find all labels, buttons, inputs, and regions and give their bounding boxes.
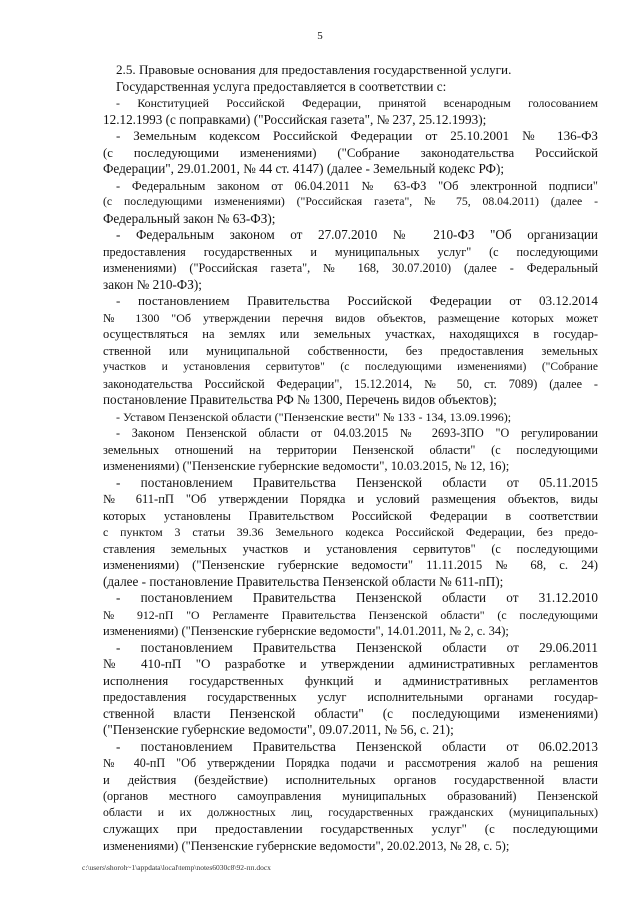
text-line: предоставления государственных и муниципальных услуг" (с последующими: [103, 244, 598, 259]
text-line: с пунктом 3 статьи 39.36 Земельного кодекса Российской Федерации, без предо-: [103, 525, 598, 539]
text-line: - постановлением Правительства Пензенской области от 29.06.2011: [116, 639, 598, 655]
text-line: ственной или муниципальной собственности, без предоставления земельных: [103, 343, 598, 358]
text-line: постановление Правительства РФ № 1300, Перечень видов объектов);: [103, 392, 497, 407]
text-line: законодательства Российской Федерации", 15.12.2014, № 50, ст. 7089) (далее -: [103, 376, 598, 391]
text-line: изменениями) ("Пензенские губернские ведомости" 11.11.2015 № 68, с. 24): [103, 558, 598, 572]
text-line: (с последующими изменениями) ("Собрание законодательства Российской: [103, 145, 598, 160]
text-line: № 40-пП "Об утверждении Порядка подачи и рассмотрения жалоб на решения: [103, 756, 598, 770]
text-line: предоставления государственных услуг исполнительными органами государ-: [103, 690, 598, 704]
text-line: ("Пензенские губернские ведомости", 09.07.2011, № 56, с. 21);: [103, 722, 454, 737]
text-line: изменениями) ("Пензенские губернские ведомости", 14.01.2011, № 2, с. 34);: [103, 624, 509, 638]
text-line: Федеральный закон № 63-ФЗ);: [103, 210, 276, 226]
text-line: - постановлением Правительства Российской Федерации от 03.12.2014: [116, 293, 598, 308]
page-number: 5: [317, 30, 323, 42]
text-line: 2.5. Правовые основания для предоставления государственной услуги.: [116, 62, 512, 77]
text-line: № 1300 "Об утверждении перечня видов объектов, размещение которых может: [103, 310, 598, 325]
document-body: [103, 62, 598, 854]
text-line: - постановлением Правительства Пензенской области от 31.12.2010: [116, 590, 598, 605]
text-line: и действия (бездействие) исполнительных органов государственной власти: [103, 772, 598, 787]
text-line: ственной власти Пензенской области" (с последующими изменениями): [103, 705, 598, 721]
text-line: - Федеральным законом от 27.07.2010 № 210-ФЗ "Об организации: [116, 227, 598, 242]
text-line: ставления земельных участков и установления сервитутов" (с последующими: [103, 541, 598, 556]
text-line: (органов местного самоуправления муниципальных образований) Пензенской: [103, 789, 598, 803]
text-line: - Уставом Пензенской области ("Пензенские вести" № 133 - 134, 13.09.1996);: [116, 409, 512, 424]
text-line: Федерации", 29.01.2001, № 44 ст. 4147) (далее - Земельный кодекс РФ);: [103, 161, 505, 176]
text-line: области и их должностных лиц, государственных гражданских (муниципальных): [103, 805, 598, 819]
text-line: 12.12.1993 (с поправками) ("Российская газета", № 237, 25.12.1993);: [103, 111, 487, 127]
text-line: осуществляться на землях или земельных участках, находящихся в государ-: [103, 327, 598, 341]
file-path-footer: c:\users\shoroh~1\appdata\local\temp\notes6030c8\92-пп.docx: [82, 863, 271, 872]
text-line: служащих при предоставлении государственных услуг" (с последующими: [103, 822, 598, 836]
text-line: № 912-пП "О Регламенте Правительства Пензенской области" (с последующими: [103, 607, 598, 622]
text-line: исполнения государственных функций и административных регламентов: [103, 672, 598, 688]
text-line: изменениями) ("Российская газета", № 168, 30.07.2010) (далее - Федеральный: [103, 261, 598, 275]
text-line: изменениями) ("Пензенские губернские ведомости", 10.03.2015, № 12, 16);: [103, 459, 510, 473]
text-line: Государственная услуга предоставляется в соответствии с:: [116, 78, 447, 94]
text-line: - Земельным кодексом Российской Федерации от 25.10.2001 № 136-ФЗ: [116, 128, 598, 143]
text-line: - Конституцией Российской Федерации, принятой всенародным голосованием: [116, 96, 598, 110]
text-line: которых установлены Правительством Российской Федерации в соответствии: [103, 508, 598, 523]
text-line: закон № 210-ФЗ);: [103, 276, 202, 292]
text-line: - постановлением Правительства Пензенской области от 05.11.2015: [116, 474, 598, 490]
text-line: изменениями) ("Пензенские губернские ведомости", 20.02.2013, № 28, с. 5);: [103, 838, 510, 853]
text-line: (с последующими изменениями) ("Российская газета", № 75, 08.04.2011) (далее -: [103, 195, 598, 208]
text-line: - Законом Пензенской области от 04.03.2015 № 2693-ЗПО "О регулировании: [116, 426, 598, 440]
text-line: № 410-пП "О разработке и утверждении административных регламентов: [103, 656, 598, 671]
text-line: участков и установления сервитутов" (с последующими изменениями) ("Собрание: [103, 361, 598, 373]
text-line: - постановлением Правительства Пензенской области от 06.02.2013: [116, 738, 598, 754]
text-line: № 611-пП "Об утверждении Порядка и условий размещения объектов, виды: [103, 492, 598, 506]
text-line: (далее - постановление Правительства Пензенской области № 611-пП);: [103, 573, 504, 589]
text-line: - Федеральным законом от 06.04.2011 № 63-ФЗ "Об электронной подписи": [116, 178, 598, 193]
text-line: земельных отношений на территории Пензенской области" (с последующими: [103, 442, 598, 457]
